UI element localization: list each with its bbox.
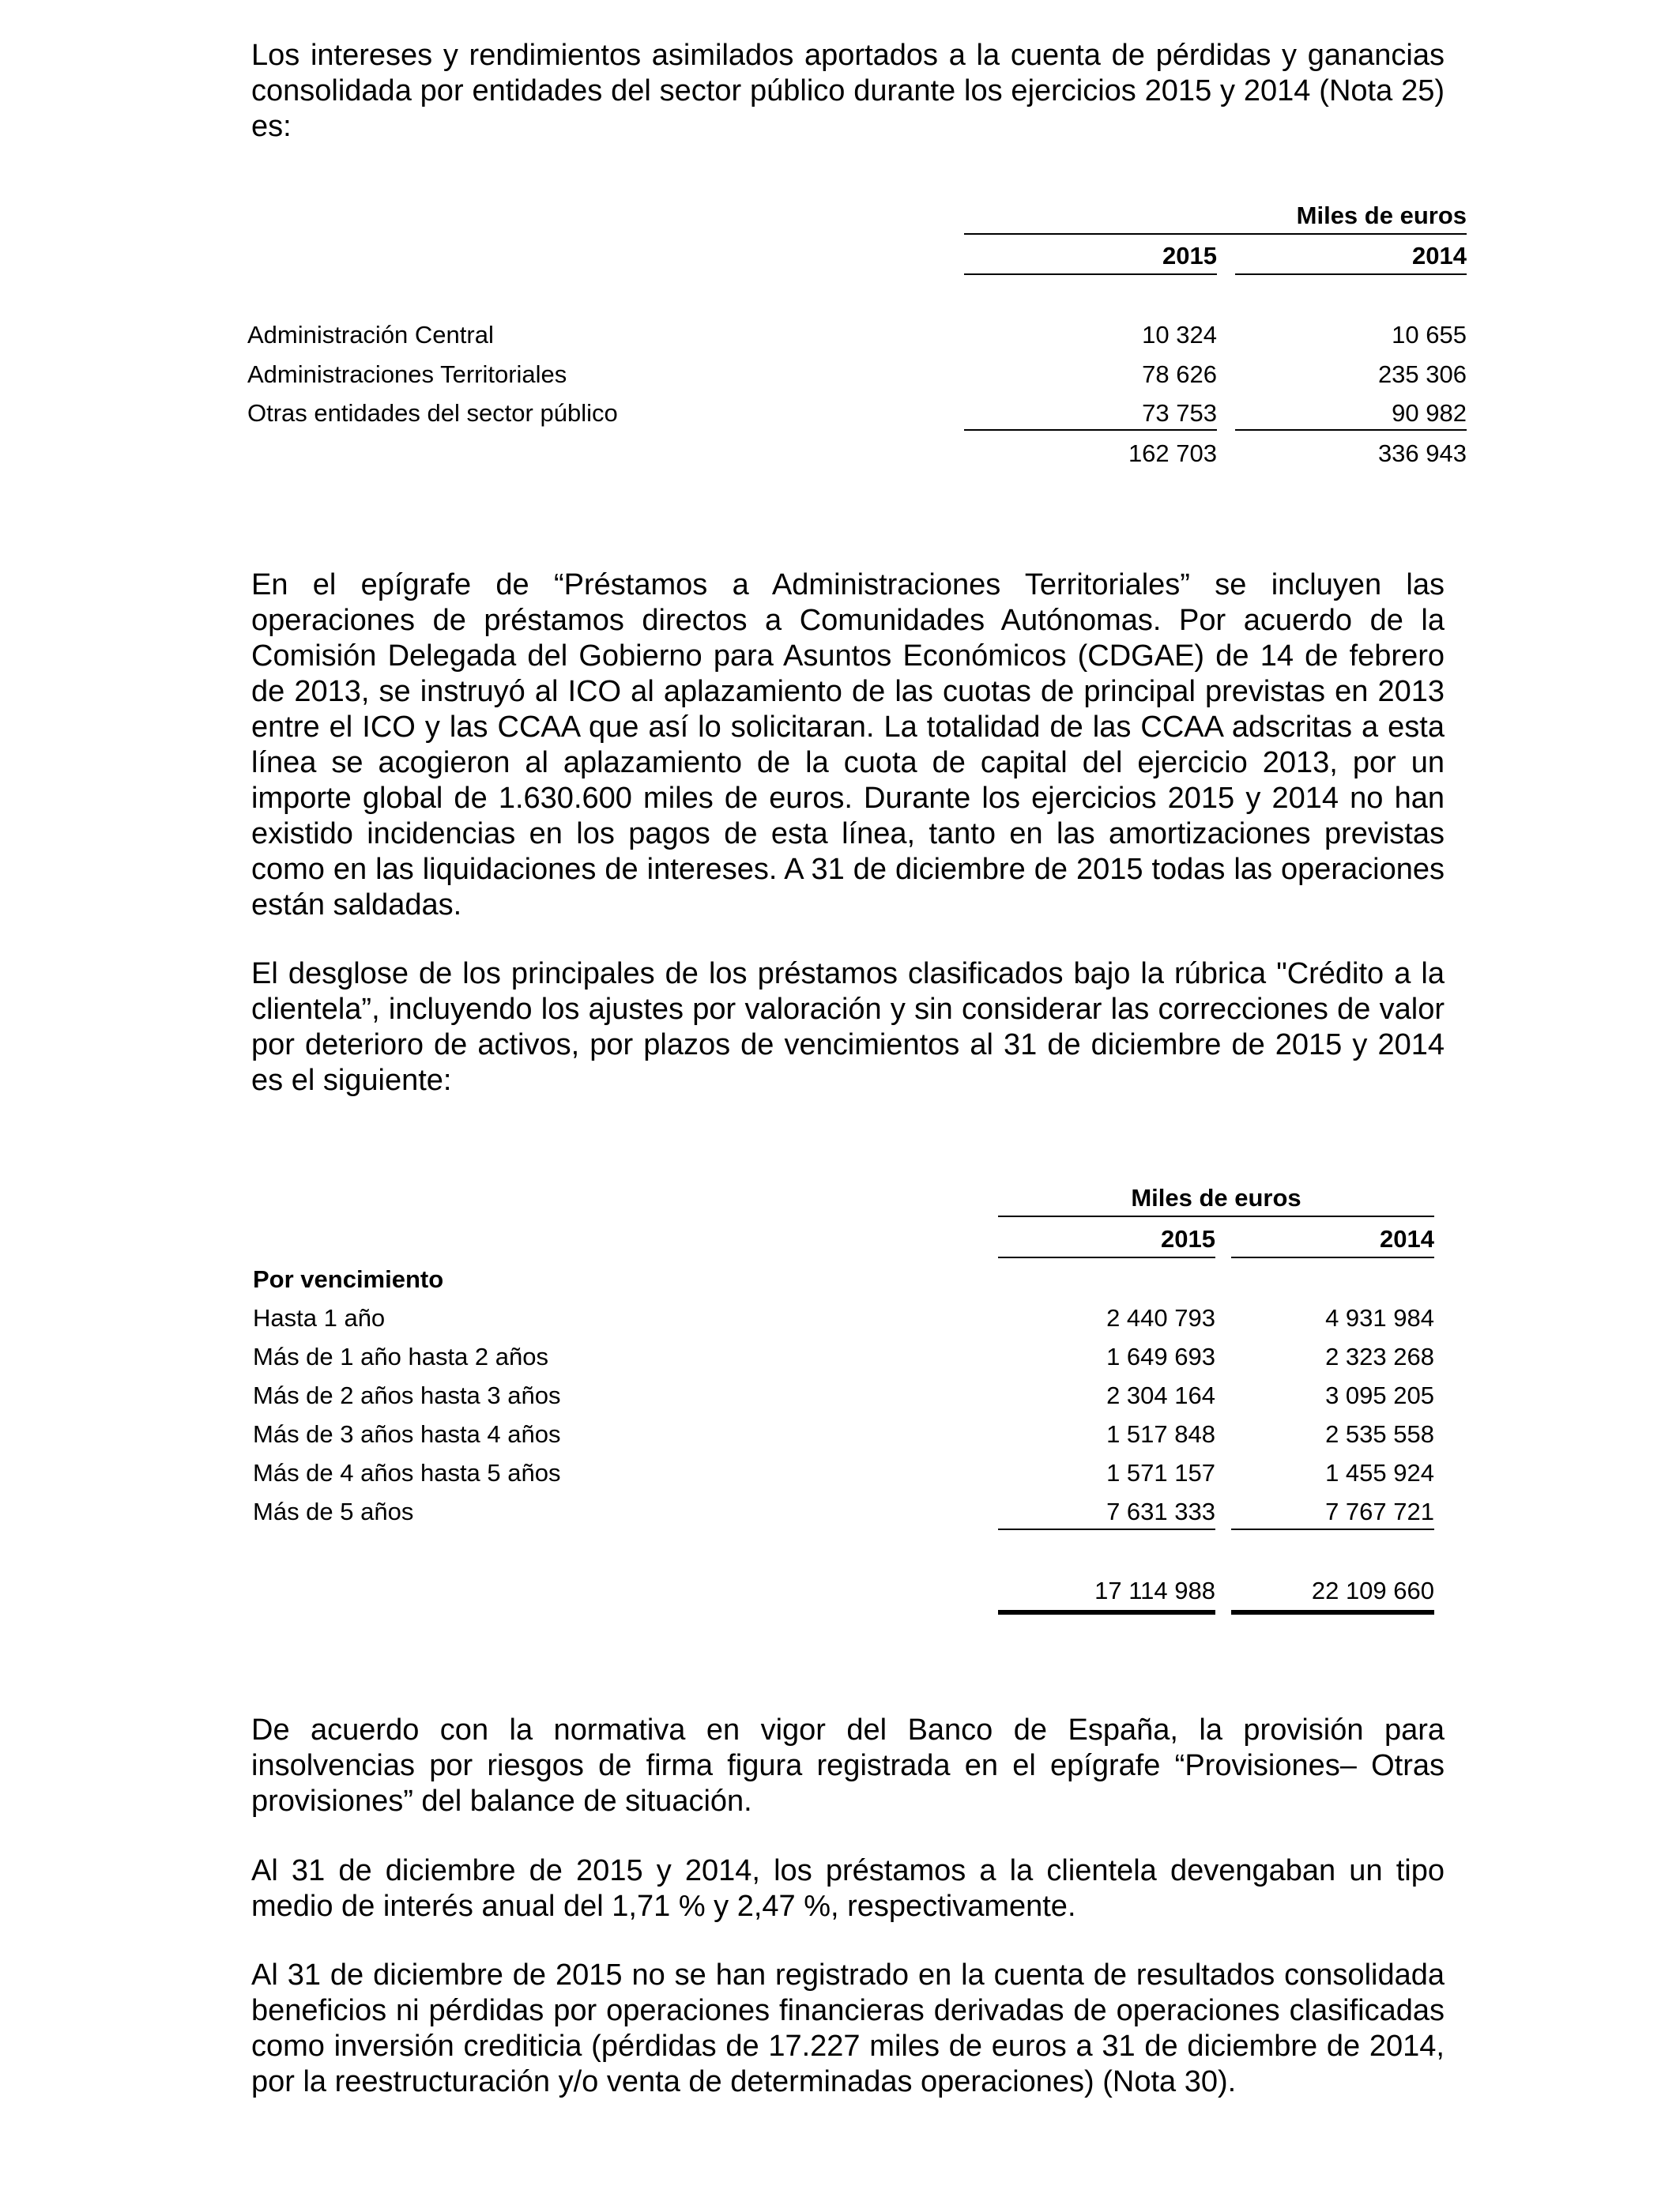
row-value-2015: 10 324 <box>1142 321 1217 349</box>
row-value-2015: 7 631 333 <box>1106 1498 1215 1525</box>
row-label: Administración Central <box>247 321 494 349</box>
paragraph-derivatives: Al 31 de diciembre de 2015 no se han registrado en la cuenta de resultados consolidada beneficios ni pérdidas por operaciones financieras derivadas de operaciones clasificadas como inversión crediticia (pérdidas de 17.227 miles de euros a 31 de diciembre de 2014, por la reestructuración y/o venta de determinadas operaciones) (Nota 30). <box>251 1958 1445 2098</box>
total-value-2014: 336 943 <box>1377 439 1467 467</box>
row-value-2015: 2 440 793 <box>1106 1304 1215 1332</box>
row-label: Más de 4 años hasta 5 años <box>253 1459 561 1487</box>
subtotal-rule-2015 <box>998 1529 1215 1530</box>
row-label: Administraciones Territoriales <box>247 360 567 388</box>
paragraph-interest-rate: Al 31 de diciembre de 2015 y 2014, los préstamos a la clientela devengaban un tipo medio de interés anual del 1,71 % y 2,47 %, respectivamente. <box>251 1854 1445 1923</box>
total-double-rule-2015 <box>998 1610 1215 1615</box>
column-rule-2015 <box>998 1257 1215 1258</box>
row-label: Hasta 1 año <box>253 1304 386 1332</box>
paragraph-loan-breakdown: El desglose de los principales de los préstamos clasificados bajo la rúbrica "Crédito a la clientela”, incluyendo los ajustes por valoración y sin considerar las correcciones de valor por deterioro de activos, por plazos de vencimientos al 31 de diciembre de 2015 y 2014 es el siguiente: <box>251 957 1445 1097</box>
row-value-2014: 4 931 984 <box>1325 1304 1434 1332</box>
row-value-2014: 10 655 <box>1392 321 1467 349</box>
subtotal-rule-2014 <box>1231 1529 1434 1530</box>
column-header-2015: 2015 <box>1162 242 1217 270</box>
total-value-2015: 162 703 <box>1128 439 1217 467</box>
row-value-2014: 2 535 558 <box>1325 1420 1434 1448</box>
column-rule-2014 <box>1231 1257 1434 1258</box>
row-value-2014: 7 767 721 <box>1325 1498 1434 1525</box>
row-value-2015: 78 626 <box>1142 360 1217 388</box>
row-value-2015: 2 304 164 <box>1106 1382 1215 1409</box>
column-header-2014: 2014 <box>1412 242 1467 270</box>
row-value-2015: 1 649 693 <box>1106 1343 1215 1370</box>
total-value-2015: 17 114 988 <box>1094 1577 1215 1604</box>
row-label: Más de 3 años hasta 4 años <box>253 1420 561 1448</box>
column-header-2015: 2015 <box>1161 1225 1215 1253</box>
column-header-2014: 2014 <box>1380 1225 1434 1253</box>
paragraph-intro: Los intereses y rendimientos asimilados aportados a la cuenta de pérdidas y ganancias consolidada por entidades del sector público durante los ejercicios 2015 y 2014 (Nota 25) es: <box>251 39 1445 143</box>
header-rule <box>998 1216 1434 1217</box>
row-value-2015: 1 517 848 <box>1106 1420 1215 1448</box>
total-double-rule-2014 <box>1231 1610 1434 1615</box>
row-label: Más de 5 años <box>253 1498 414 1525</box>
row-value-2014: 3 095 205 <box>1325 1382 1434 1409</box>
section-label: Por vencimiento <box>253 1265 444 1293</box>
row-value-2015: 73 753 <box>1142 399 1217 427</box>
total-value-2014: 22 109 660 <box>1311 1577 1434 1604</box>
row-value-2014: 235 306 <box>1377 360 1467 388</box>
unit-header: Miles de euros <box>1131 1184 1301 1212</box>
row-value-2014: 90 982 <box>1392 399 1467 427</box>
row-label: Más de 1 año hasta 2 años <box>253 1343 548 1370</box>
row-value-2015: 1 571 157 <box>1106 1459 1215 1487</box>
row-label: Más de 2 años hasta 3 años <box>253 1382 561 1409</box>
paragraph-territorial-loans: En el epígrafe de “Préstamos a Administraciones Territoriales” se incluyen las operaciones de préstamos directos a Comunidades Autónomas. Por acuerdo de la Comisión Delegada del Gobierno para Asuntos Económicos (CDGAE) de 14 de febrero de 2013, se instruyó al ICO al aplazamiento de las cuotas de principal previstas en 2013 entre el ICO y las CCAA que así lo solicitaran. La totalidad de las CCAA adscritas a esta línea se acogieron al aplazamiento de la cuota de capital del ejercicio 2013, por un importe global de 1.630.600 miles de euros. Durante los ejercicios 2015 y 2014 no han existido incidencias en los pagos de esta línea, tanto en las amortizaciones previstas como en las liquidaciones de intereses. A 31 de diciembre de 2015 todas las operaciones están saldadas. <box>251 568 1445 922</box>
paragraph-provisions: De acuerdo con la normativa en vigor del Banco de España, la provisión para insolvencias por riesgos de firma figura registrada en el epígrafe “Provisiones– Otras provisiones” del balance de situación. <box>251 1713 1445 1818</box>
row-value-2014: 1 455 924 <box>1325 1459 1434 1487</box>
row-value-2014: 2 323 268 <box>1325 1343 1434 1370</box>
unit-header: Miles de euros <box>1296 202 1467 229</box>
row-label: Otras entidades del sector público <box>247 399 618 427</box>
